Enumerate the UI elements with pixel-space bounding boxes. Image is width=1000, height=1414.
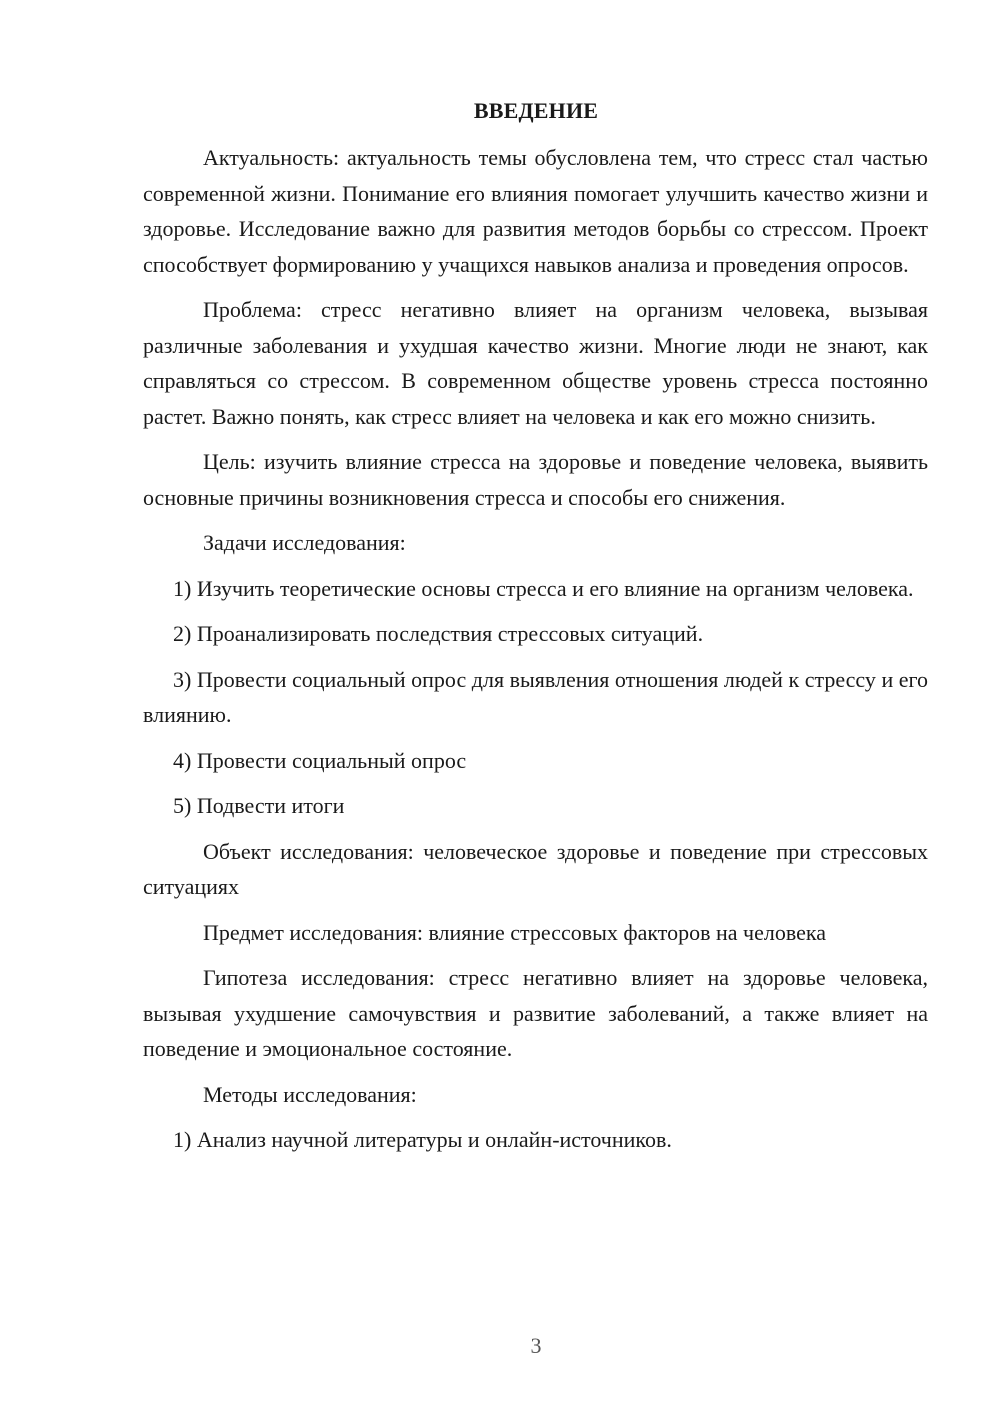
task-item-2: 2) Проанализировать последствия стрессовых ситуаций. xyxy=(173,621,704,646)
task-item-3: 3) Провести социальный опрос для выявления отношения людей к стрессу и его влиянию. xyxy=(143,666,928,727)
paragraph-goal: Цель: изучить влияние стресса на здоровье и поведение человека, выявить основные причины возникновения стресса и способы его снижения. xyxy=(143,449,928,510)
paragraph-problem: Проблема: стресс негативно влияет на организм человека, вызывая различные заболевания и ухудшая качество жизни. Многие люди не знают, как справляться со стрессом. В современном обществе уровень стресса постоянно растет. Важно понять, как стресс влияет на человека и как его можно снизить. xyxy=(143,297,928,429)
paragraph-hypothesis: Гипотеза исследования: стресс негативно влияет на здоровье человека, вызывая ухудшение самочувствия и развитие заболеваний, а также влияет на поведение и эмоциональное состояние. xyxy=(143,965,928,1061)
paragraph-relevance: Актуальность: актуальность темы обусловлена тем, что стресс стал частью современной жизни. Понимание его влияния помогает улучшить качество жизни и здоровье. Исследование важно для развития методов борьбы со стрессом. Проект способствует формированию у учащихся навыков анализа и проведения опросов. xyxy=(143,145,928,277)
page-number: 3 xyxy=(530,1333,542,1358)
task-item-1: 1) Изучить теоретические основы стресса и его влияние на организм человека. xyxy=(173,575,914,601)
task-item-5: 5) Подвести итоги xyxy=(173,793,345,818)
section-title: ВВЕДЕНИЕ xyxy=(473,98,599,123)
paragraph-methods-heading: Методы исследования: xyxy=(203,1081,417,1107)
method-item-1: 1) Анализ научной литературы и онлайн-источников. xyxy=(173,1127,672,1152)
paragraph-tasks-heading: Задачи исследования: xyxy=(203,530,406,555)
paragraph-object: Объект исследования: человеческое здоровье и поведение при стрессовых ситуациях xyxy=(143,838,928,899)
body-text xyxy=(143,140,928,1168)
task-item-4: 4) Провести социальный опрос xyxy=(173,747,467,773)
paragraph-subject: Предмет исследования: влияние стрессовых факторов на человека xyxy=(203,919,827,945)
